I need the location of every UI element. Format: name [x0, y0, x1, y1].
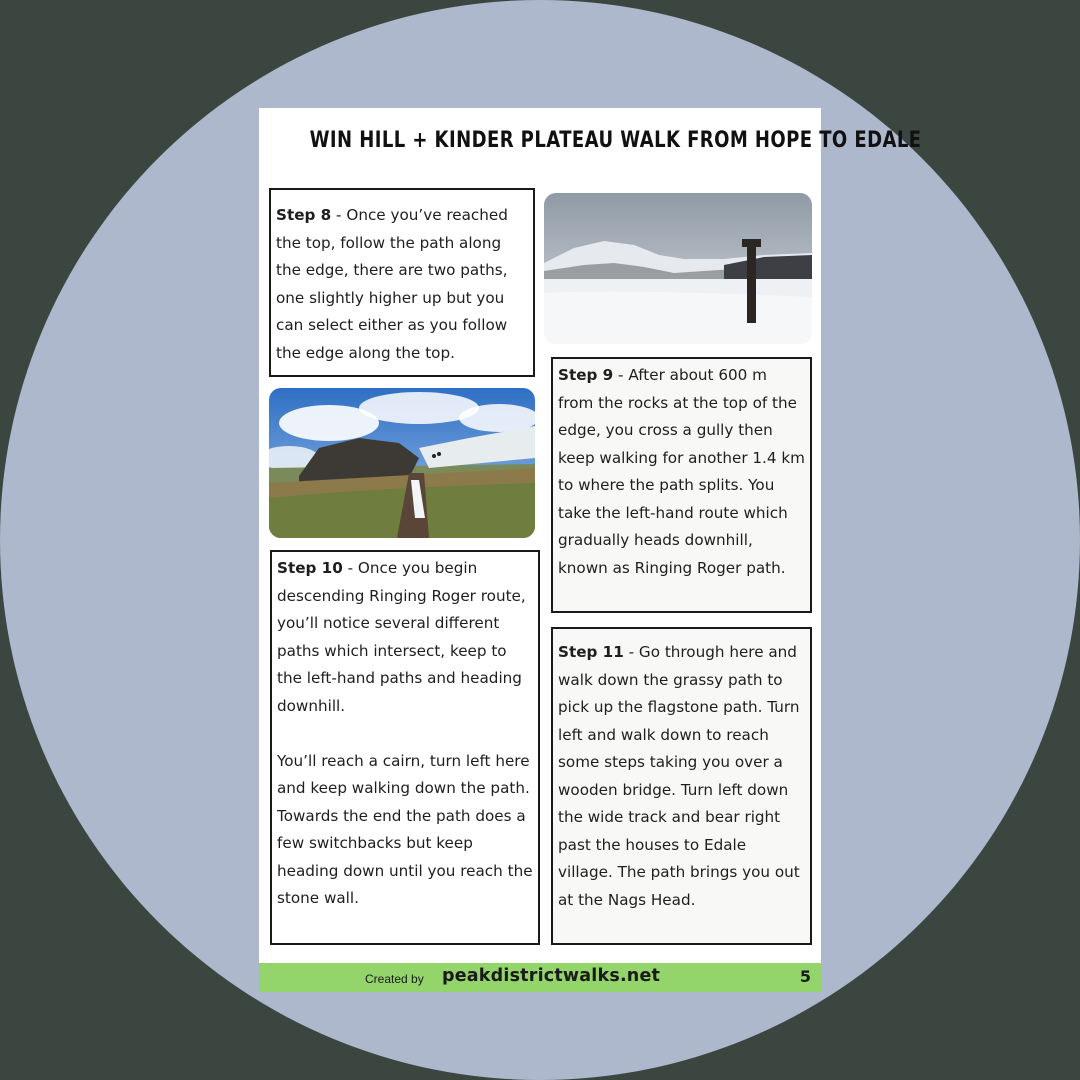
step-10-text: - Once you begin descending Ringing Roger route, you’ll notice several different paths which intersect, keep to the left-hand paths and heading downhill. — [277, 559, 526, 715]
step-10-label: Step 10 — [277, 559, 343, 577]
step-11-label: Step 11 — [558, 643, 624, 661]
step-8-label: Step 8 — [276, 206, 332, 224]
step-9-box — [551, 357, 812, 613]
step-10-box — [270, 550, 540, 945]
step-9-text: - After about 600 m from the rocks at the top of the edge, you cross a gully then keep walking for another 1.4 km to where the path splits. You take the left-hand route which gradually heads downhill, known as Ringing Roger path. — [558, 366, 805, 577]
step-8-paragraph — [276, 202, 528, 367]
step-9-label: Step 9 — [558, 366, 614, 384]
step-8-box — [269, 188, 535, 377]
footer-bar — [259, 963, 821, 992]
step-9-paragraph — [558, 362, 805, 582]
created-by-label: Created by — [365, 972, 424, 986]
step-10-paragraph-2: You’ll reach a cairn, turn left here and keep walking down the path. Towards the end the path does a few switchbacks but keep heading down until you reach the stone wall. — [277, 751, 533, 907]
snowy-plateau-photo — [544, 193, 812, 344]
step-10-paragraph-1 — [277, 555, 533, 720]
guide-page — [259, 108, 922, 992]
step-11-box — [551, 627, 812, 945]
rocky-edge-photo — [269, 388, 535, 538]
page-title: WIN HILL + KINDER PLATEAU WALK FROM HOPE TO EDALE — [309, 128, 922, 153]
step-8-text: - Once you’ve reached the top, follow the path along the edge, there are two paths, one slightly higher up but you can select either as you follow the edge along the top. — [276, 206, 508, 362]
step-11-paragraph — [558, 639, 805, 914]
step-11-text: - Go through here and walk down the grassy path to pick up the flagstone path. Turn left and walk down to reach some steps taking you over a wooden bridge. Turn left down the wide track and bear right past the houses to Edale village. The path brings you out at the Nags Head. — [558, 643, 800, 909]
site-link[interactable]: peakdistrictwalks.net — [442, 966, 661, 986]
page-number: 5 — [799, 967, 811, 986]
